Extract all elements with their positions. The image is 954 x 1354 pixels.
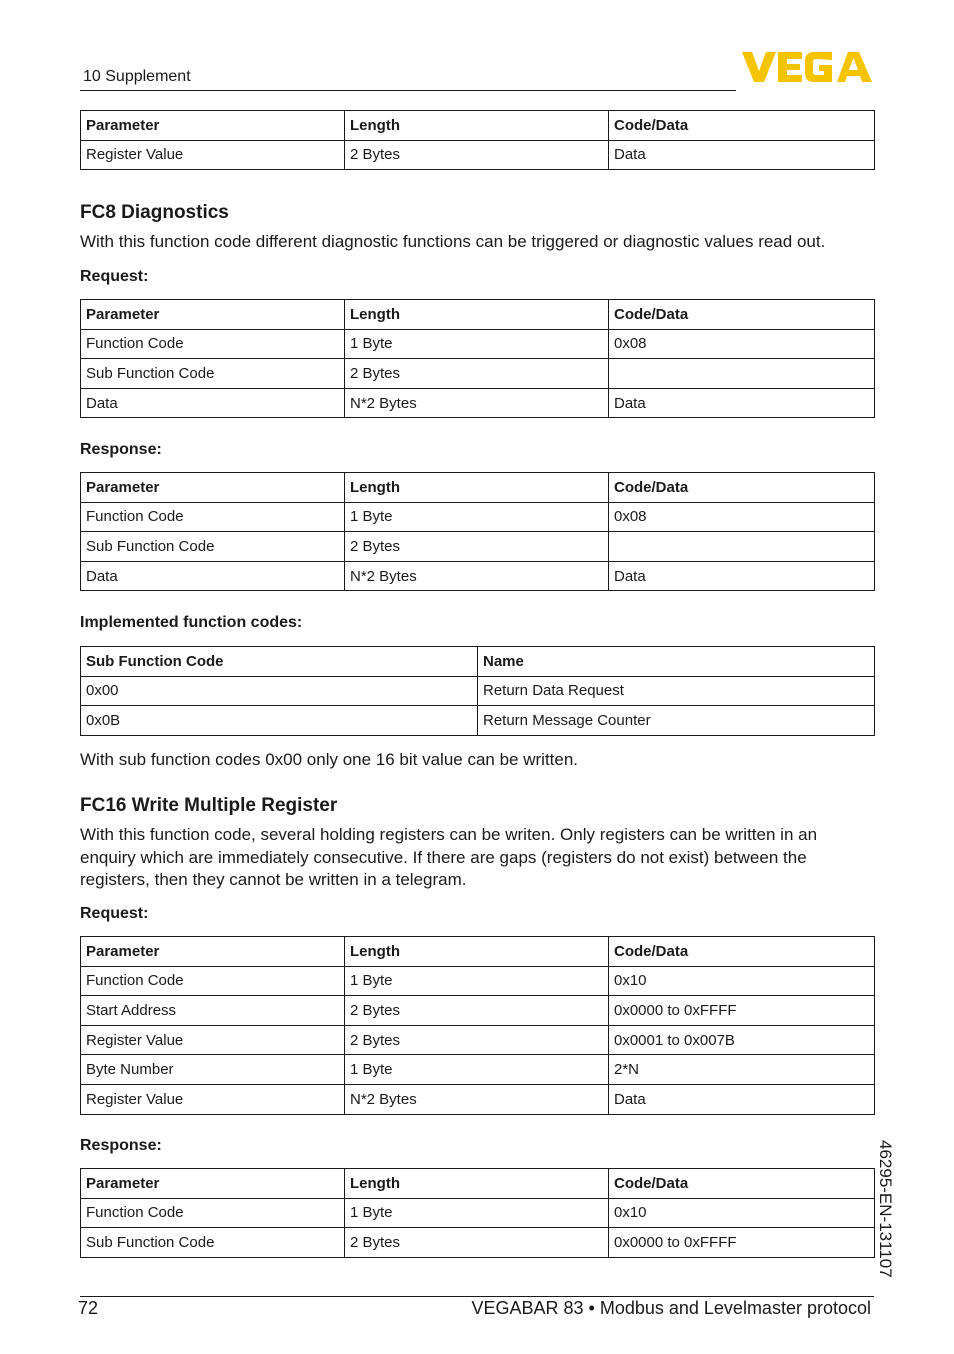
fc16-description-line: registers, then they cannot be written in a telegram. [80,870,467,889]
table-row [81,502,875,532]
fc16-heading: FC16 Write Multiple Register [80,795,338,816]
table-cell: 2 Bytes [345,359,609,389]
table-cell: 1 Byte [345,1198,609,1228]
table-cell: Register Value [81,140,345,170]
table-cell: Register Value [81,1025,345,1055]
fc16-response-table [80,1168,875,1258]
fc16-description-line: With this function code, several holding registers can be writen. Only registers can be written in an [80,825,818,844]
header-cell: Code/Data [609,937,875,967]
logo-letter-g [805,52,832,82]
table-row [81,561,875,591]
table-cell: N*2 Bytes [345,388,609,418]
register-value-table [80,110,875,170]
table-cell: 0x0000 to 0xFFFF [609,996,875,1026]
table-cell [609,359,875,389]
footer-rule [80,1296,874,1297]
fc16-description [80,824,880,892]
header-cell: Sub Function Code [81,647,478,677]
table-cell: Register Value [81,1084,345,1114]
table-cell: Data [81,388,345,418]
logo-letter-a [837,52,872,82]
table-row [81,329,875,359]
table-cell: 2 Bytes [345,1228,609,1258]
header-cell: Code/Data [609,111,875,141]
table-cell: Data [609,140,875,170]
document-title: VEGABAR 83 • Modbus and Levelmaster protocol [471,1298,871,1318]
table-row [81,359,875,389]
table-cell: 1 Byte [345,502,609,532]
table-cell: 0x0001 to 0x007B [609,1025,875,1055]
table-cell: Data [609,388,875,418]
header-cell: Parameter [81,300,345,330]
table-row [81,1228,875,1258]
table-cell: 0x08 [609,502,875,532]
table-cell: Function Code [81,966,345,996]
table-cell: 2 Bytes [345,996,609,1026]
vega-logo [742,52,872,82]
table-cell: N*2 Bytes [345,561,609,591]
table-cell: Data [609,1084,875,1114]
table-row [81,1055,875,1085]
header-cell: Parameter [81,937,345,967]
implemented-codes-table [80,646,875,736]
table-header-row [81,300,875,330]
header-cell: Length [345,937,609,967]
table-cell: 0x00 [81,676,478,706]
table-cell: Return Data Request [478,676,875,706]
table-cell: 1 Byte [345,966,609,996]
table-cell: Function Code [81,502,345,532]
table-cell: 1 Byte [345,1055,609,1085]
table-header-row [81,473,875,503]
fc8-heading: FC8 Diagnostics [80,202,229,223]
fc8-note: With sub function codes 0x00 only one 16 bit value can be written. [80,750,579,769]
fc8-request-table [80,299,875,418]
logo-letter-v [742,52,776,82]
document-code: 46295-EN-131107 [876,1140,895,1278]
header-cell: Parameter [81,1169,345,1199]
table-row [81,966,875,996]
table-row [81,706,875,736]
table-cell: 0x10 [609,966,875,996]
fc16-request-table [80,936,875,1115]
header-cell: Length [345,473,609,503]
table-cell: 0x08 [609,329,875,359]
table-row [81,1025,875,1055]
table-cell: 2 Bytes [345,532,609,562]
table-cell: Byte Number [81,1055,345,1085]
fc16-request-label: Request: [80,905,149,922]
fc8-response-label: Response: [80,441,162,458]
table-cell: Function Code [81,1198,345,1228]
header-cell: Length [345,111,609,141]
table-header-row [81,1169,875,1199]
fc8-description: With this function code different diagnostic functions can be triggered or diagnostic values read out. [80,232,826,251]
page-number: 72 [78,1298,99,1318]
table-cell: 0x0000 to 0xFFFF [609,1228,875,1258]
logo-letter-e [778,52,802,82]
table-cell: Sub Function Code [81,532,345,562]
fc8-request-label: Request: [80,268,149,285]
table-row [81,1084,875,1114]
table-header-row [81,111,875,141]
table-row [81,532,875,562]
header-cell: Code/Data [609,300,875,330]
table-cell: Function Code [81,329,345,359]
table-cell [609,532,875,562]
header-cell: Length [345,300,609,330]
table-row [81,1198,875,1228]
fc16-description-line: enquiry which are immediately consecutive. If there are gaps (registers do not exist) between the [80,847,807,867]
header-cell: Parameter [81,111,345,141]
header-rule [80,90,736,91]
table-cell: N*2 Bytes [345,1084,609,1114]
table-cell: 0x10 [609,1198,875,1228]
table-header-row [81,647,875,677]
table-cell: Sub Function Code [81,359,345,389]
table-cell: 1 Byte [345,329,609,359]
header-cell: Name [478,647,875,677]
table-row [81,676,875,706]
table-cell: 2 Bytes [345,1025,609,1055]
header-cell: Length [345,1169,609,1199]
table-cell: Start Address [81,996,345,1026]
implemented-codes-label: Implemented function codes: [80,614,303,631]
table-header-row [81,937,875,967]
table-cell: 0x0B [81,706,478,736]
header-cell: Parameter [81,473,345,503]
table-cell: 2 Bytes [345,140,609,170]
header-cell: Code/Data [609,473,875,503]
table-row [81,140,875,170]
table-cell: Sub Function Code [81,1228,345,1258]
table-cell: Data [609,561,875,591]
table-row [81,996,875,1026]
fc8-response-table [80,472,875,591]
table-cell: Return Message Counter [478,706,875,736]
table-row [81,388,875,418]
fc16-response-label: Response: [80,1137,162,1154]
header-cell: Code/Data [609,1169,875,1199]
table-cell: Data [81,561,345,591]
section-title: 10 Supplement [83,68,191,85]
table-cell: 2*N [609,1055,875,1085]
